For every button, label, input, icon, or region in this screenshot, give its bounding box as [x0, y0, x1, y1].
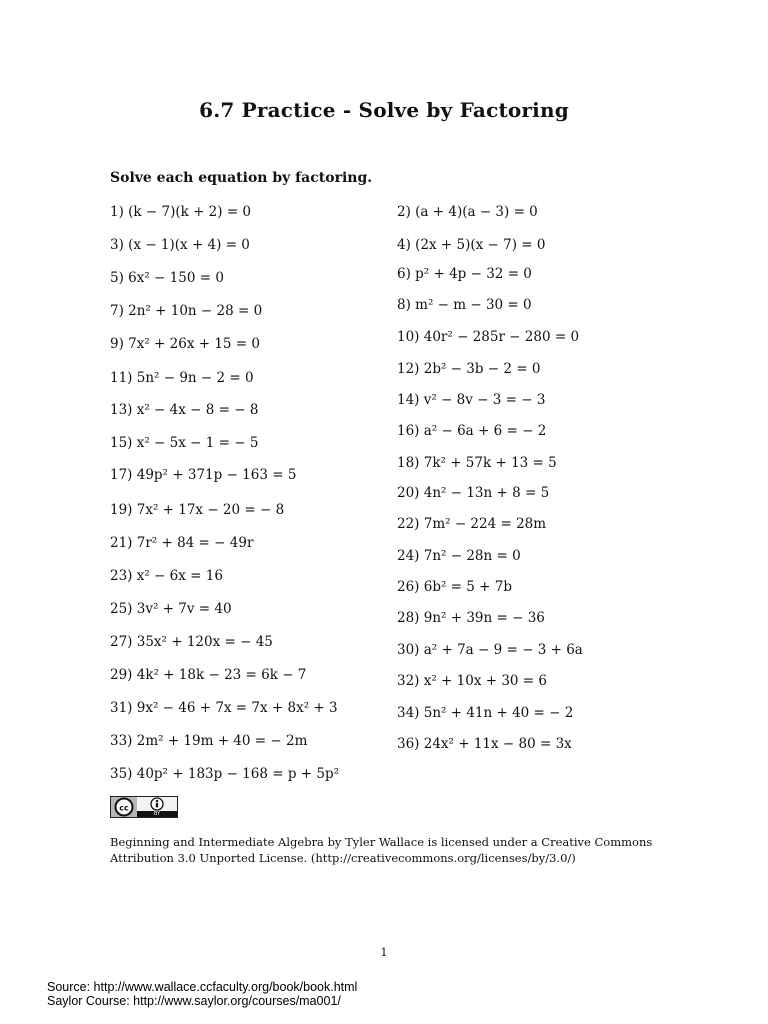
problem-item: 35) 40p² + 183p − 168 = p + 5p²: [110, 766, 340, 782]
problem-item: 12) 2b² − 3b − 2 = 0: [397, 361, 541, 377]
problem-item: 31) 9x² − 46 + 7x = 7x + 8x² + 3: [110, 700, 338, 716]
attribution-icon: [137, 796, 177, 818]
problem-item: 22) 7m² − 224 = 28m: [397, 516, 547, 532]
problem-item: 2) (a + 4)(a − 3) = 0: [397, 204, 538, 220]
problem-item: 16) a² − 6a + 6 = − 2: [397, 423, 547, 439]
problem-item: 30) a² + 7a − 9 = − 3 + 6a: [397, 642, 583, 658]
instructions: Solve each equation by factoring.: [110, 170, 373, 186]
problem-item: 8) m² − m − 30 = 0: [397, 297, 532, 313]
problem-item: 5) 6x² − 150 = 0: [110, 270, 224, 286]
problem-item: 27) 35x² + 120x = − 45: [110, 634, 273, 650]
problem-item: 7) 2n² + 10n − 28 = 0: [110, 303, 263, 319]
problem-item: 23) x² − 6x = 16: [110, 568, 223, 584]
problem-item: 21) 7r² + 84 = − 49r: [110, 535, 254, 551]
problem-item: 3) (x − 1)(x + 4) = 0: [110, 237, 250, 253]
problem-item: 4) (2x + 5)(x − 7) = 0: [397, 237, 546, 253]
problem-item: 29) 4k² + 18k − 23 = 6k − 7: [110, 667, 307, 683]
problem-item: 17) 49p² + 371p − 163 = 5: [110, 467, 297, 483]
license-text: Beginning and Intermediate Algebra by Tyler Wallace is licensed under a Creative Commons Attribution 3.0 Unported License. (http://creativecommons.org/licenses/by/3.0/): [110, 835, 653, 865]
problem-item: 6) p² + 4p − 32 = 0: [397, 266, 532, 282]
problem-item: 14) v² − 8v − 3 = − 3: [397, 392, 546, 408]
problem-item: 13) x² − 4x − 8 = − 8: [110, 402, 259, 418]
problem-item: 34) 5n² + 41n + 40 = − 2: [397, 705, 574, 721]
problem-item: 10) 40r² − 285r − 280 = 0: [397, 329, 580, 345]
footer-source: Source: http://www.wallace.ccfaculty.org/book/book.html: [47, 980, 358, 994]
by-label: BY: [137, 811, 177, 818]
problem-item: 25) 3v² + 7v = 40: [110, 601, 232, 617]
problem-item: 1) (k − 7)(k + 2) = 0: [110, 204, 252, 220]
problem-item: 36) 24x² + 11x − 80 = 3x: [397, 736, 572, 752]
problem-item: 32) x² + 10x + 30 = 6: [397, 673, 548, 689]
footer-course: Saylor Course: http://www.saylor.org/courses/ma001/: [47, 994, 341, 1008]
problem-item: 33) 2m² + 19m + 40 = − 2m: [110, 733, 308, 749]
problem-item: 9) 7x² + 26x + 15 = 0: [110, 336, 261, 352]
page-number: 1: [380, 946, 388, 959]
cc-by-badge: [110, 796, 178, 818]
page-title: 6.7 Practice - Solve by Factoring: [199, 98, 569, 122]
problem-item: 18) 7k² + 57k + 13 = 5: [397, 455, 557, 471]
svg-text:cc: cc: [119, 803, 129, 813]
problem-item: 19) 7x² + 17x − 20 = − 8: [110, 502, 285, 518]
problem-item: 28) 9n² + 39n = − 36: [397, 610, 545, 626]
problem-item: 11) 5n² − 9n − 2 = 0: [110, 370, 254, 386]
problem-item: 20) 4n² − 13n + 8 = 5: [397, 485, 550, 501]
cc-icon: [111, 796, 137, 818]
problem-item: 24) 7n² − 28n = 0: [397, 548, 521, 564]
problem-item: 26) 6b² = 5 + 7b: [397, 579, 512, 595]
footer: [47, 980, 357, 1008]
problem-item: 15) x² − 5x − 1 = − 5: [110, 435, 259, 451]
